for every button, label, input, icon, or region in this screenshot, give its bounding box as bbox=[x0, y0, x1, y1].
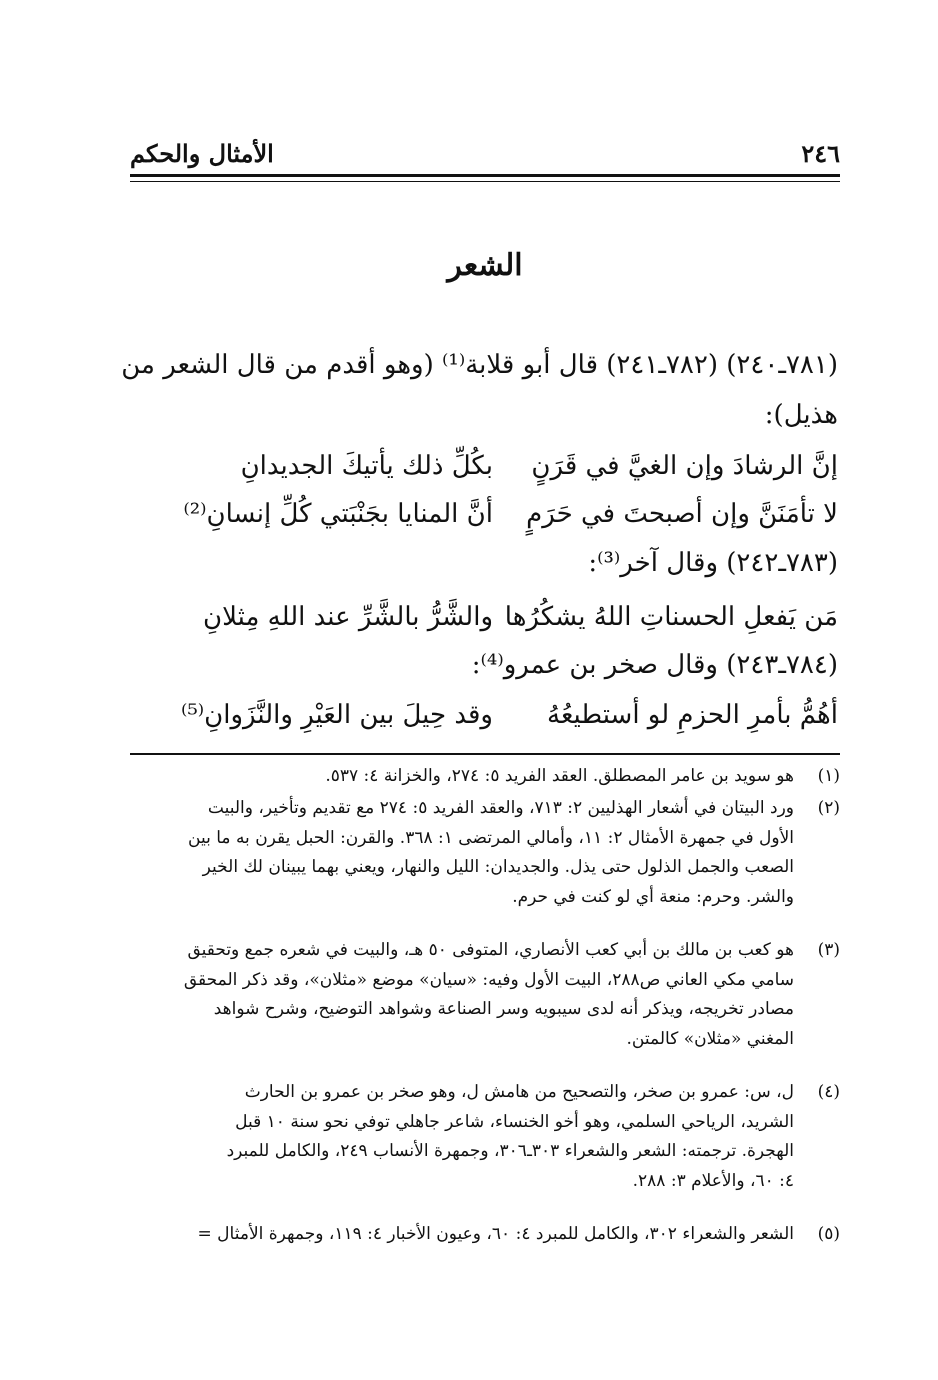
running-title: الأمثال والحكم bbox=[130, 139, 274, 168]
header-rule-thick bbox=[130, 174, 840, 177]
footnote-line: ٤: ٦٠، والأعلام ٣: ٢٨٨. bbox=[632, 1170, 794, 1191]
header-rule-thin bbox=[130, 181, 840, 182]
footnote-line: ل، س: عمرو بن صخر، والتصحيح من هامش ل، وهو صخر بن عمرو بن الحارث bbox=[244, 1082, 794, 1102]
intro-line-2: هذيل): bbox=[764, 400, 838, 430]
footnote-3 bbox=[130, 936, 840, 1054]
footnote-number: (٥) bbox=[817, 1224, 840, 1244]
intro-line-1: (٧٨١ـ٢٤٠) (٧٨٢ـ٢٤١) قال أبو قلابة⁽¹⁾ (وهو أقدم من قال الشعر من bbox=[121, 350, 838, 380]
footnote-number: (٢) bbox=[817, 798, 840, 818]
footnote-4 bbox=[130, 1078, 840, 1196]
verse-4-second-hemistich: وقد حِيلَ بين العَيْرِ والنَّزَوانِ⁽⁵⁾ bbox=[180, 700, 493, 730]
intro-2: (٧٨٣ـ٢٤٢) وقال آخر⁽³⁾: bbox=[588, 548, 838, 578]
footnote-5 bbox=[130, 1220, 840, 1250]
footnote-line: سامي مكي العاني ص٢٨٨، البيت الأول وفيه: «سيان» موضع «مثلان»، وقد ذكر المحقق bbox=[183, 969, 794, 990]
footnote-line: هو كعب بن مالك بن أبي كعب الأنصاري، المتوفى ٥٠ هـ، والبيت في شعره جمع وتحقيق bbox=[187, 940, 794, 960]
footnote-line: مصادر تخريجه، ويذكر أنه لدى سيبويه وسر الصناعة وشواهد التوضيح، وشرح شواهد bbox=[213, 999, 794, 1019]
footnote-line: الشعر والشعراء ٣٠٢، والكامل للمبرد ٤: ٦٠، وعيون الأخبار ٤: ١١٩، وجمهرة الأمثال = bbox=[197, 1224, 794, 1244]
verse-3-second-hemistich: والشَّرُّ بالشَّرِّ عند اللهِ مِثلانِ bbox=[203, 602, 493, 632]
footnote-separator bbox=[130, 753, 840, 755]
verse-1 bbox=[138, 446, 838, 486]
section-title: الشعر bbox=[447, 248, 523, 283]
footnote-1 bbox=[130, 762, 840, 792]
verse-1-first-hemistich: إنَّ الرشادَ وإن الغيَّ في قَرَنٍ bbox=[531, 451, 838, 481]
page-number: ٢٤٦ bbox=[801, 139, 840, 168]
footnote-line: الصعب والجمل الذلول حتى يذل. والجديدان: الليل والنهار، ويعني بهما يبينان لك الخير bbox=[202, 857, 794, 877]
verse-1-second-hemistich: بكُلِّ ذلك يأتيكَ الجديدانِ bbox=[240, 451, 493, 481]
footnote-line: الشريد، الرياحي السلمي، وهو أخو الخنساء، شاعر جاهلي توفي نحو سنة ١٠ قبل bbox=[235, 1111, 794, 1132]
footnote-number: (٤) bbox=[817, 1082, 840, 1102]
footnote-line: والشر. وحرم: منعة أي لو كنت في حرم. bbox=[512, 886, 794, 907]
verse-2-second-hemistich: أنَّ المنايا بجَنْبَتي كُلِّ إنسانِ⁽²⁾ bbox=[183, 499, 493, 529]
running-head bbox=[130, 128, 840, 168]
footnote-line: الهجرة. ترجمته: الشعر والشعراء ٣٠٣ـ٣٠٦، وجمهرة الأنساب ٢٤٩، والكامل للمبرد bbox=[226, 1141, 794, 1161]
footnote-number: (٣) bbox=[817, 940, 840, 960]
intro-3: (٧٨٤ـ٢٤٣) وقال صخر بن عمرو⁽⁴⁾: bbox=[471, 650, 838, 680]
footnote-line: ورد البيتان في أشعار الهذليين ٢: ٧١٣، والعقد الفريد ٥: ٢٧٤ مع تقديم وتأخير، والبيت bbox=[207, 798, 794, 818]
footnote-2 bbox=[130, 794, 840, 912]
verse-2 bbox=[138, 494, 838, 534]
verse-2-first-hemistich: لا تأمَنَنَّ وإن أصبحتَ في حَرَمٍ bbox=[526, 499, 838, 529]
footnote-line: الأول في جمهرة الأمثال ٢: ١١، وأمالي المرتضى ١: ٣٦٨. والقرن: الحبل يقرن به ما بين bbox=[188, 827, 794, 848]
verse-4 bbox=[138, 695, 838, 735]
verse-3 bbox=[138, 597, 838, 637]
verse-3-first-hemistich: مَن يَفعلِ الحسناتِ اللهُ يشكُرُها bbox=[504, 602, 838, 632]
footnote-number: (١) bbox=[817, 766, 840, 786]
footnote-line: المغني «مثلان» كالمتن. bbox=[626, 1028, 794, 1049]
verse-4-first-hemistich: أهُمُّ بأمرِ الحزمِ لو أستطيعُهُ bbox=[547, 700, 838, 730]
footnote-line: هو سويد بن عامر المصطلق. العقد الفريد ٥: ٢٧٤، والخزانة ٤: ٥٣٧. bbox=[325, 766, 794, 786]
